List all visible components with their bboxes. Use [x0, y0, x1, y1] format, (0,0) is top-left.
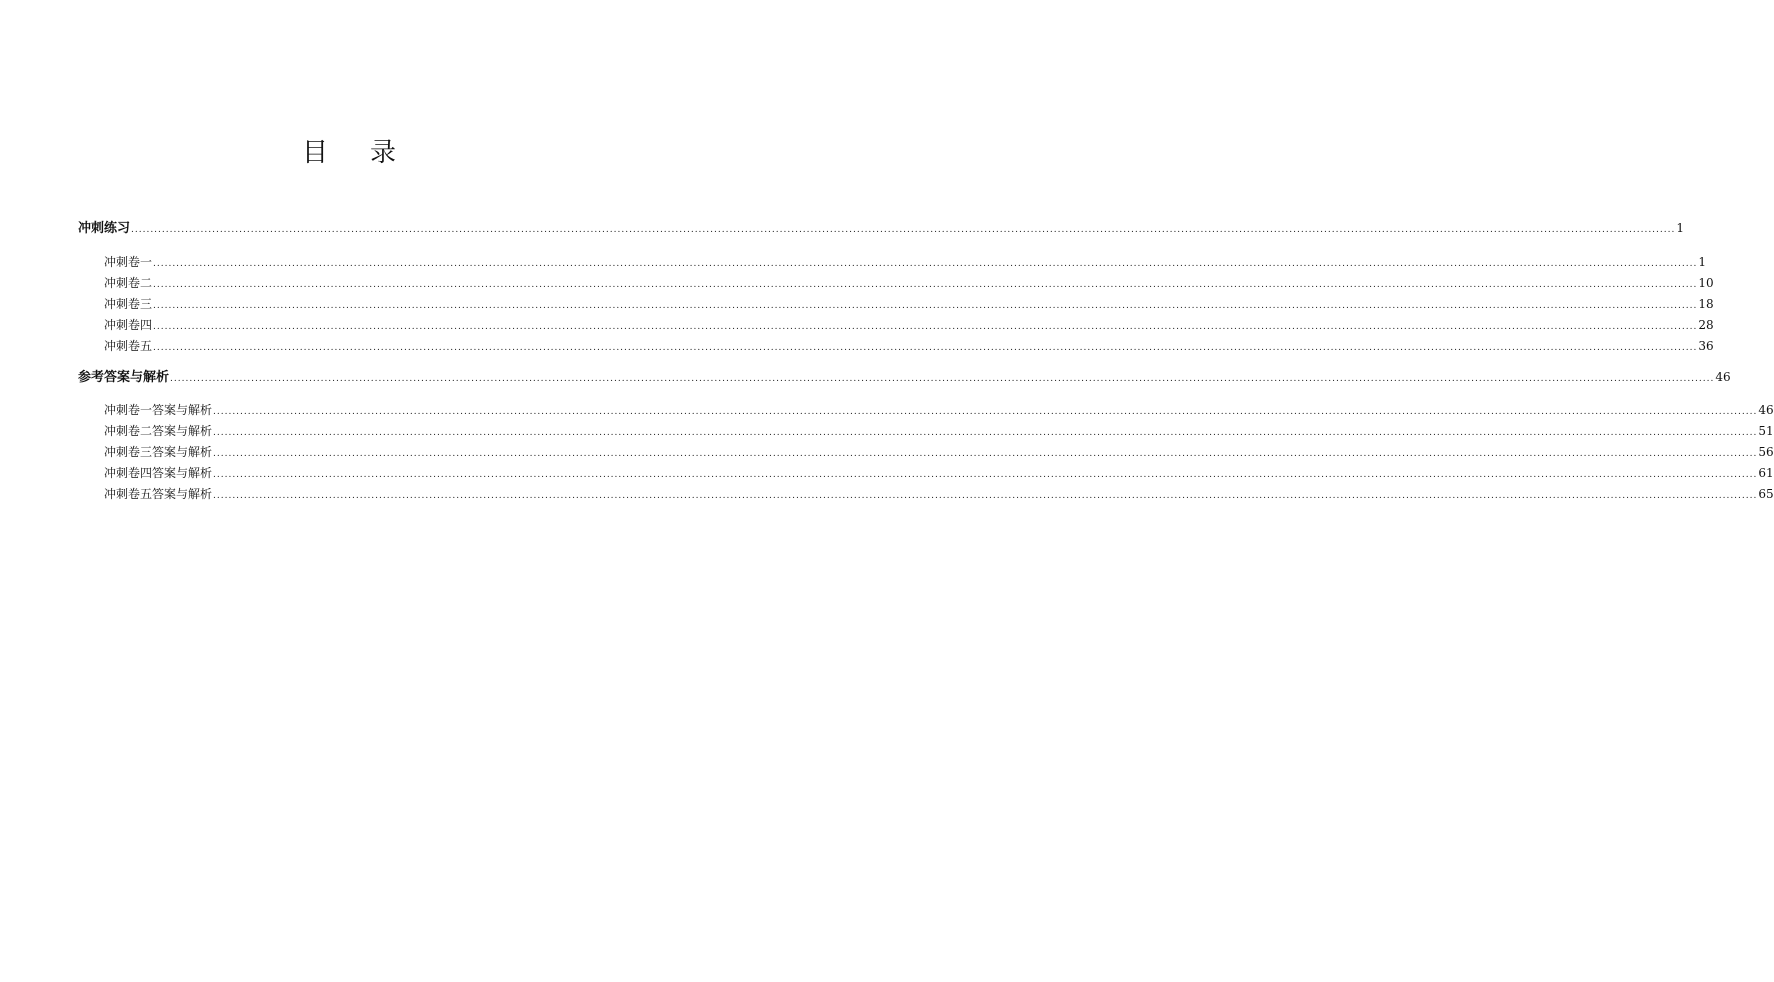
- toc-entry-row[interactable]: [104, 463, 1774, 484]
- toc-entry-row[interactable]: [104, 442, 1774, 463]
- toc-page-number: 56: [1758, 445, 1774, 459]
- dot-leader: ................................................................................................................................................................................................................................................................................................................................................................................................................: [153, 322, 1698, 332]
- toc-heading-label: 冲刺练习: [78, 221, 131, 236]
- toc-page-number: 1: [1676, 221, 1684, 235]
- dot-leader: ................................................................................................................................................................................................................................................................................................................................................................................................................: [153, 280, 1698, 290]
- dot-leader: ................................................................................................................................................................................................................................................................................................................................................................................................................: [131, 225, 1676, 235]
- toc-page-number: 28: [1698, 318, 1714, 332]
- toc-page-number: 46: [1758, 403, 1774, 417]
- toc-page-number: 18: [1698, 297, 1714, 311]
- toc-page-number: 10: [1698, 276, 1714, 290]
- toc-heading-row[interactable]: [78, 218, 1684, 238]
- toc-section-answers: [78, 367, 1774, 505]
- toc-entry-label: 冲刺卷一: [104, 255, 153, 269]
- toc-page-number: 46: [1715, 370, 1731, 384]
- toc-entry-row[interactable]: [104, 273, 1714, 294]
- dot-leader: ................................................................................................................................................................................................................................................................................................................................................................................................................: [213, 428, 1758, 438]
- toc-entry-label: 冲刺卷一答案与解析: [104, 403, 213, 417]
- toc-entry-row[interactable]: [104, 484, 1774, 505]
- dot-leader: ................................................................................................................................................................................................................................................................................................................................................................................................................: [153, 301, 1698, 311]
- toc-heading-row[interactable]: [78, 367, 1731, 387]
- toc-entry-row[interactable]: [104, 421, 1774, 442]
- toc-entry-label: 冲刺卷二答案与解析: [104, 424, 213, 438]
- toc-page-number: 51: [1758, 424, 1774, 438]
- dot-leader: ................................................................................................................................................................................................................................................................................................................................................................................................................: [213, 449, 1758, 459]
- toc-page-number: 1: [1698, 255, 1706, 269]
- toc-entries: [104, 400, 1774, 505]
- dot-leader: ................................................................................................................................................................................................................................................................................................................................................................................................................: [153, 259, 1698, 269]
- toc-entry-label: 冲刺卷四: [104, 318, 153, 332]
- toc-entry-row[interactable]: [104, 252, 1706, 273]
- dot-leader: ................................................................................................................................................................................................................................................................................................................................................................................................................: [153, 343, 1698, 353]
- toc-section-practice: [78, 218, 1714, 357]
- page-title: 目录: [301, 138, 438, 168]
- toc-entry-label: 冲刺卷二: [104, 276, 153, 290]
- dot-leader: ................................................................................................................................................................................................................................................................................................................................................................................................................: [213, 407, 1758, 417]
- toc-page-number: 61: [1758, 466, 1774, 480]
- toc-entry-label: 冲刺卷三: [104, 297, 153, 311]
- dot-leader: ................................................................................................................................................................................................................................................................................................................................................................................................................: [213, 491, 1758, 501]
- toc-entry-row[interactable]: [104, 336, 1714, 357]
- toc-entry-row[interactable]: [104, 400, 1774, 421]
- toc-entry-label: 冲刺卷四答案与解析: [104, 466, 213, 480]
- dot-leader: ................................................................................................................................................................................................................................................................................................................................................................................................................: [170, 374, 1715, 384]
- toc-page-number: 36: [1698, 339, 1714, 353]
- toc-entries: [104, 252, 1714, 357]
- toc-entry-label: 冲刺卷五答案与解析: [104, 487, 213, 501]
- dot-leader: ................................................................................................................................................................................................................................................................................................................................................................................................................: [213, 470, 1758, 480]
- toc-entry-label: 冲刺卷三答案与解析: [104, 445, 213, 459]
- toc-heading-label: 参考答案与解析: [78, 370, 170, 385]
- toc-entry-row[interactable]: [104, 315, 1714, 336]
- table-of-contents: [78, 218, 1774, 505]
- toc-entry-label: 冲刺卷五: [104, 339, 153, 353]
- toc-entry-row[interactable]: [104, 294, 1714, 315]
- toc-page-number: 65: [1758, 487, 1774, 501]
